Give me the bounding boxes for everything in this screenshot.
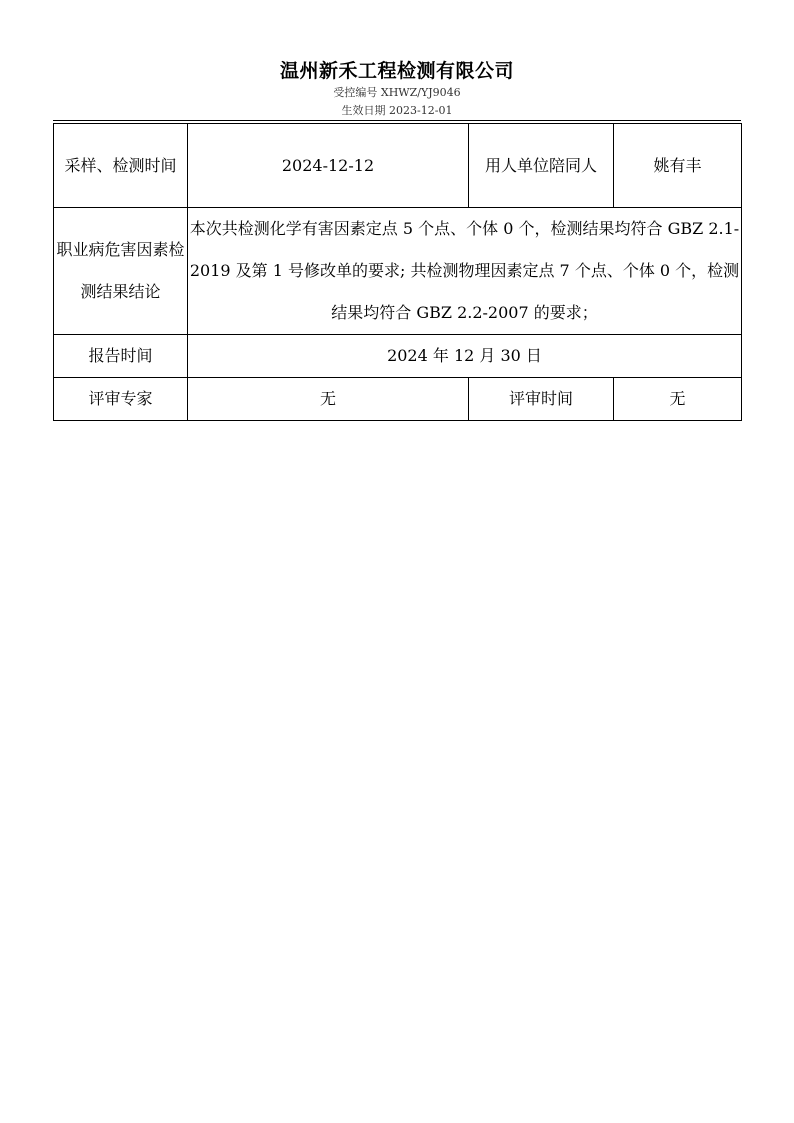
report-table: [53, 123, 742, 421]
companion-value: 姚有丰: [614, 124, 742, 208]
reviewer-label: 评审专家: [54, 378, 188, 421]
company-name: 温州新禾工程检测有限公司: [279, 60, 514, 82]
report-time-value: 2024 年 12 月 30 日: [188, 335, 742, 378]
table-row-conclusion: [54, 208, 742, 335]
conclusion-text: 本次共检测化学有害因素定点 5 个点、个体 0 个，检测结果均符合 GBZ 2.1-2019 及第 1 号修改单的要求; 共检测物理因素定点 7 个点、个体 0 个，检测结果均符合 GBZ 2.2-2007 的要求；: [188, 208, 742, 335]
sampling-time-label: 采样、检测时间: [54, 124, 188, 208]
header-rule: [53, 120, 741, 121]
reviewer-value: 无: [188, 378, 469, 421]
table-row-report-time: [54, 335, 742, 378]
review-time-label: 评审时间: [469, 378, 614, 421]
sampling-time-value: 2024-12-12: [188, 124, 469, 208]
table-row-review: [54, 378, 742, 421]
table-row-sampling: [54, 124, 742, 208]
review-time-value: 无: [614, 378, 742, 421]
conclusion-label: 职业病危害因素检测结果结论: [54, 208, 188, 335]
control-number: 受控编号 XHWZ/YJ9046: [333, 86, 461, 99]
report-time-label: 报告时间: [54, 335, 188, 378]
companion-label: 用人单位陪同人: [469, 124, 614, 208]
effective-date: 生效日期 2023-12-01: [341, 104, 453, 117]
